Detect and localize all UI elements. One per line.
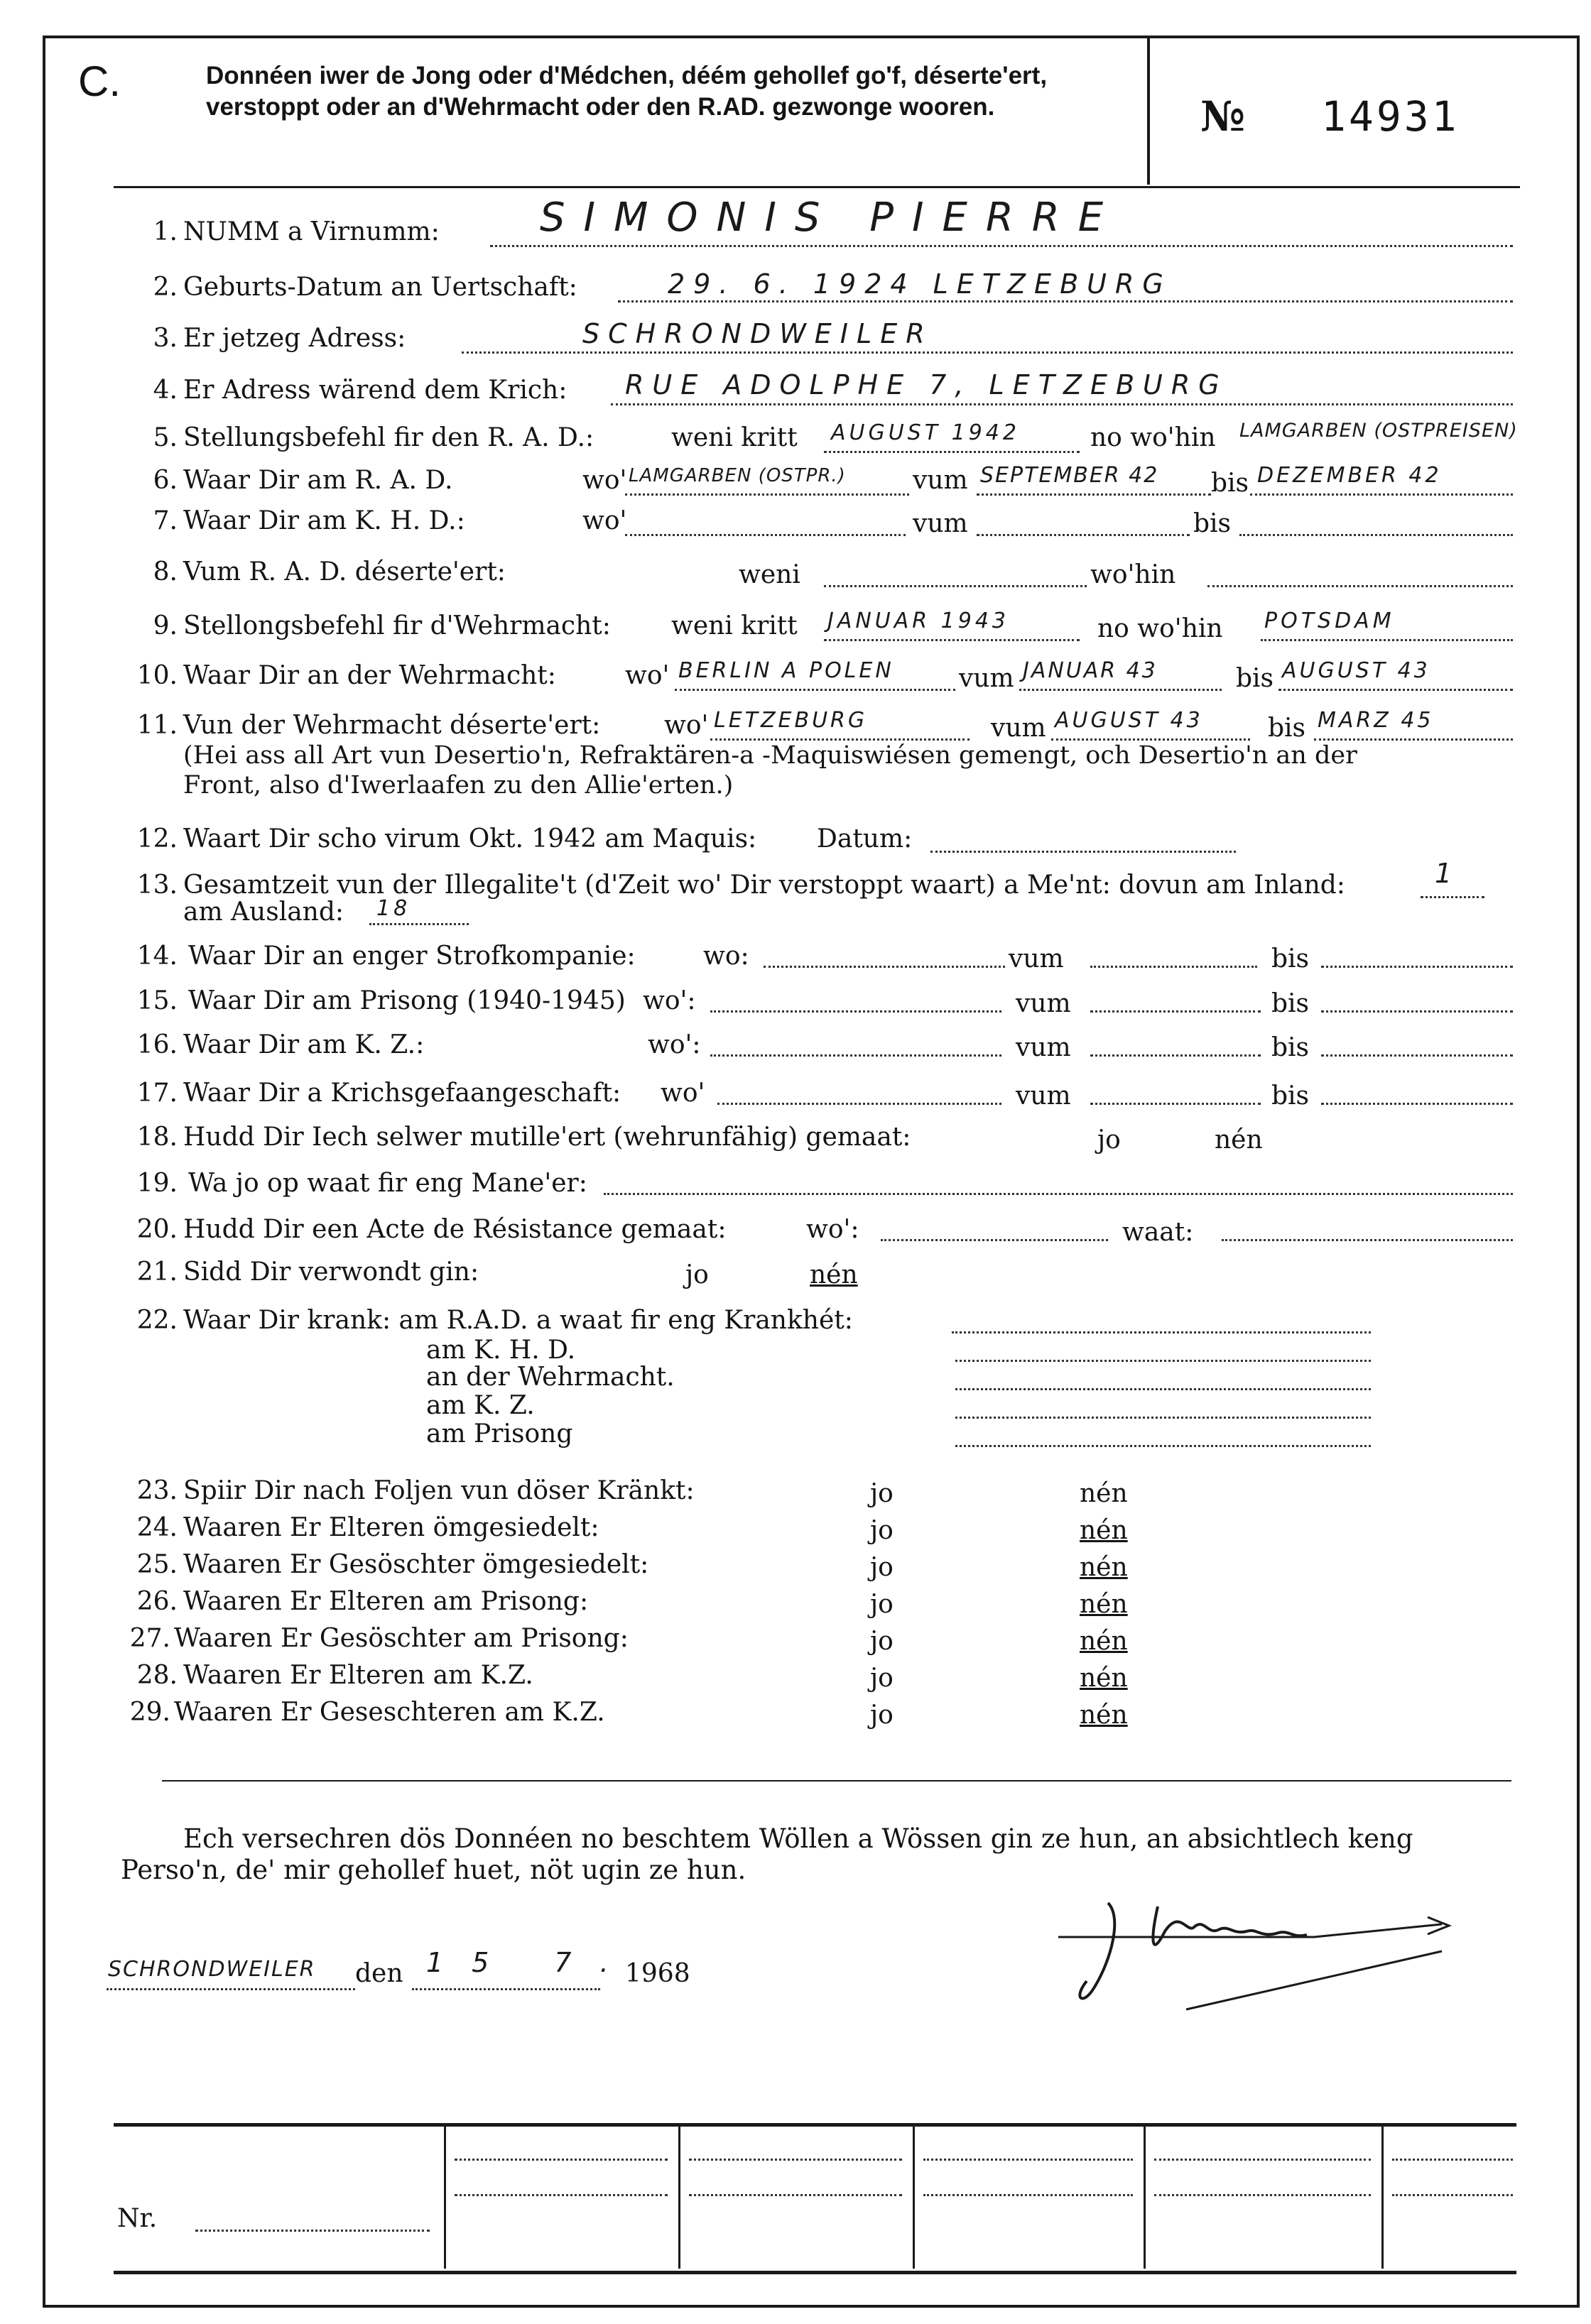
q15-vum-label: vum	[1016, 989, 1071, 1018]
bottom-cell-field[interactable]	[1392, 2194, 1513, 2196]
q27-label: Waaren Er Gesöschter am Prisong:	[174, 1624, 629, 1653]
q7-vum-field[interactable]	[977, 534, 1190, 536]
q5-nowohin-label: no wo'hin	[1090, 423, 1216, 452]
q5-label: Stellungsbefehl fir den R. A. D.:	[183, 423, 594, 452]
q17-wo-label: wo'	[661, 1079, 705, 1108]
q8-label: Vum R. A. D. déserte'ert:	[183, 557, 506, 587]
q23-jo[interactable]: jo	[870, 1479, 894, 1508]
place-value: SCHRONDWEILER	[108, 1957, 316, 1982]
q10-wo-label: wo'	[625, 661, 670, 690]
q4-field[interactable]	[611, 403, 1513, 405]
section-title: Donnéen iwer de Jong oder d'Médchen, déém gehollef go'f, déserte'ert, verstoppt oder an d'Wehrmacht oder den R.AD. gezwonge wooren.	[206, 62, 1048, 121]
item-number: 4.	[153, 376, 178, 405]
q28-label: Waaren Er Elteren am K.Z.	[183, 1661, 533, 1690]
q29-jo[interactable]: jo	[870, 1701, 894, 1730]
q14-bis-label: bis	[1271, 944, 1310, 973]
item-number: 29.	[129, 1698, 170, 1727]
q11-bis-label: bis	[1268, 714, 1306, 743]
bottom-col-divider	[444, 2123, 446, 2269]
q13-inland-value: 1	[1435, 858, 1461, 889]
q29-nen[interactable]: nén	[1080, 1701, 1128, 1730]
q11-label: Vun der Wehrmacht déserte'ert:	[183, 711, 601, 740]
q14-label: Waar Dir an enger Strofkompanie:	[188, 942, 636, 971]
item-number: 19.	[136, 1169, 178, 1198]
q11-note-line1: (Hei ass all Art vun Desertio'n, Refraktären-a -Maquiswiésen gemengt, och Desertio'n an der	[183, 741, 1357, 770]
q22-sub-wehrmacht: an der Wehrmacht.	[426, 1363, 675, 1392]
q11-note-line2: Front, also d'Iwerlaafen zu den Allie'erten.)	[183, 771, 734, 800]
q6-bis-field[interactable]	[1250, 493, 1513, 496]
q17-label: Waar Dir a Krichsgefaangeschaft:	[183, 1079, 621, 1108]
bottom-box-top	[114, 2123, 1516, 2127]
q15-label: Waar Dir am Prisong (1940-1945)	[188, 986, 626, 1015]
item-number: 14.	[136, 942, 178, 971]
q14-vum-field[interactable]	[1090, 966, 1257, 968]
q21-label: Sidd Dir verwondt gin:	[183, 1258, 479, 1287]
q17-vum-field[interactable]	[1090, 1103, 1261, 1105]
section-letter: C.	[78, 58, 121, 105]
nr-field[interactable]	[195, 2230, 430, 2232]
q29-label: Waaren Er Geseschteren am K.Z.	[174, 1698, 605, 1727]
q20-waat-label: waat:	[1122, 1218, 1194, 1247]
q7-vum-label: vum	[913, 509, 968, 538]
declaration-line2: Perso'n, de' mir gehollef huet, nöt ugin ze hun.	[121, 1855, 746, 1885]
q9-weni-value: JANUAR 1943	[827, 609, 1010, 633]
q25-label: Waaren Er Gesöschter ömgesiedelt:	[183, 1550, 649, 1579]
q17-wo-field[interactable]	[717, 1103, 1001, 1105]
q22-sub-khd: am K. H. D.	[426, 1336, 576, 1365]
item-number: 28.	[136, 1661, 178, 1690]
q16-label: Waar Dir am K. Z.:	[183, 1030, 425, 1059]
bottom-box-bottom	[114, 2271, 1516, 2274]
bottom-col-divider	[913, 2123, 915, 2269]
item-number: 22.	[136, 1306, 178, 1335]
item-number: 9.	[153, 611, 178, 640]
q14-wo-label: wo:	[703, 942, 749, 971]
item-number: 3.	[153, 324, 178, 353]
q9-weni-label: weni kritt	[671, 611, 798, 640]
q18-nen[interactable]: nén	[1215, 1125, 1263, 1155]
q17-bis-label: bis	[1271, 1081, 1310, 1111]
q11-wo-value: LETZEBURG	[714, 708, 868, 733]
q15-wo-label: wo':	[643, 986, 696, 1015]
q8-wohin-field[interactable]	[1207, 585, 1513, 587]
q10-wo-field[interactable]	[675, 689, 955, 691]
q22-wehrmacht-field[interactable]	[955, 1388, 1371, 1390]
q6-vum-label: vum	[913, 466, 968, 495]
q26-nen[interactable]: nén	[1080, 1590, 1128, 1619]
item-number: 26.	[136, 1587, 178, 1616]
bottom-cell-field[interactable]	[923, 2194, 1133, 2196]
q16-wo-field[interactable]	[710, 1054, 1001, 1057]
q23-label: Spiir Dir nach Foljen vun döser Kränkt:	[183, 1476, 695, 1505]
declaration-rule	[162, 1780, 1511, 1782]
q10-bis-field[interactable]	[1278, 689, 1513, 691]
q10-vum-label: vum	[959, 664, 1014, 693]
nr-label: Nr.	[117, 2204, 158, 2233]
q15-bis-label: bis	[1271, 989, 1310, 1018]
q2-label: Geburts-Datum an Uertschaft:	[183, 273, 577, 302]
q16-bis-label: bis	[1271, 1033, 1310, 1062]
q3-field[interactable]	[462, 351, 1513, 354]
q5-weni-value: AUGUST 1942	[831, 420, 1020, 445]
bottom-cell-field[interactable]	[689, 2159, 902, 2161]
q6-vum-field[interactable]	[977, 493, 1211, 496]
item-number: 6.	[153, 466, 178, 495]
bottom-cell-field[interactable]	[689, 2194, 902, 2196]
q13-ausland-value: 18	[376, 896, 411, 921]
q12-datum-field[interactable]	[930, 851, 1236, 853]
item-number: 7.	[153, 506, 178, 535]
bottom-cell-field[interactable]	[455, 2159, 668, 2161]
q22-prisong-field[interactable]	[955, 1445, 1371, 1447]
q14-vum-label: vum	[1009, 944, 1064, 973]
q19-field[interactable]	[604, 1193, 1513, 1195]
q16-vum-label: vum	[1016, 1033, 1071, 1062]
declaration-line1: Ech versechren dös Donnéen no beschtem Wöllen a Wössen gin ze hun, an absichtlech keng	[183, 1823, 1413, 1854]
q14-wo-field[interactable]	[764, 966, 1005, 968]
q16-vum-field[interactable]	[1090, 1054, 1261, 1057]
q10-bis-value: AUGUST 43	[1282, 658, 1430, 683]
q10-vum-value: JANUAR 43	[1023, 658, 1158, 683]
q7-label: Waar Dir am K. H. D.:	[183, 506, 465, 535]
q8-wohin-label: wo'hin	[1090, 560, 1176, 589]
q13-label: Gesamtzeit vun der Illegalite't (d'Zeit wo' Dir verstoppt waart) a Me'nt: dovun am Inland:	[183, 871, 1345, 900]
q15-vum-field[interactable]	[1090, 1010, 1261, 1013]
q16-bis-field[interactable]	[1321, 1054, 1513, 1057]
q17-bis-field[interactable]	[1321, 1103, 1513, 1105]
q26-jo[interactable]: jo	[870, 1590, 894, 1619]
q10-label: Waar Dir an der Wehrmacht:	[183, 661, 556, 690]
q26-label: Waaren Er Elteren am Prisong:	[183, 1587, 589, 1616]
q8-weni-field[interactable]	[824, 585, 1087, 587]
den-label: den	[355, 1959, 403, 1988]
q5-weni-label: weni kritt	[671, 423, 798, 452]
bottom-cell-field[interactable]	[1154, 2159, 1371, 2161]
q1-label: NUMM a Virnumm:	[183, 217, 440, 246]
q20-wo-label: wo':	[806, 1215, 859, 1244]
q7-bis-field[interactable]	[1239, 534, 1513, 536]
q11-vum-label: vum	[991, 714, 1046, 743]
q22-sub-kz: am K. Z.	[426, 1391, 535, 1420]
bottom-col-divider	[1381, 2123, 1384, 2269]
q2-value: 29. 6. 1924 LETZEBURG	[668, 268, 1172, 300]
item-number: 15.	[136, 986, 178, 1015]
q10-bis-label: bis	[1236, 664, 1274, 693]
q12-label: Waart Dir scho virum Okt. 1942 am Maquis:	[183, 824, 757, 853]
q4-value: RUE ADOLPHE 7, LETZEBURG	[625, 369, 1228, 400]
q9-weni-field[interactable]	[824, 639, 1080, 641]
q4-label: Er Adress wärend dem Krich:	[183, 376, 568, 405]
q7-bis-label: bis	[1193, 509, 1232, 538]
q22-label: Waar Dir krank: am R.A.D. a waat fir eng Krankhét:	[183, 1306, 853, 1335]
q9-nowohin-field[interactable]	[1261, 639, 1513, 641]
q1-field[interactable]	[490, 245, 1513, 247]
item-number: 2.	[153, 273, 178, 302]
q6-wo-value: LAMGARBEN (OSTPR.)	[629, 465, 846, 486]
q6-vum-value: SEPTEMBER 42	[980, 463, 1159, 488]
q28-nen[interactable]: nén	[1080, 1664, 1128, 1693]
bottom-cell-field[interactable]	[923, 2159, 1133, 2161]
item-number: 18.	[136, 1123, 178, 1152]
q3-value: SCHRONDWEILER	[582, 318, 933, 349]
q20-waat-field[interactable]	[1222, 1239, 1513, 1241]
q5-weni-field[interactable]	[824, 451, 1080, 453]
q27-jo[interactable]: jo	[870, 1627, 894, 1656]
item-number: 10.	[136, 661, 178, 690]
place-field[interactable]	[107, 1988, 355, 1990]
q22-khd-field[interactable]	[955, 1360, 1371, 1362]
q11-vum-value: AUGUST 43	[1055, 708, 1203, 733]
q7-wo-label: wo'	[582, 506, 627, 535]
q10-wo-value: BERLIN A POLEN	[678, 658, 894, 683]
header-rule	[114, 186, 1520, 188]
q2-field[interactable]	[618, 300, 1513, 302]
q19-label: Wa jo op waat fir eng Mane'er:	[188, 1169, 587, 1198]
q8-weni-label: weni	[739, 560, 800, 589]
q15-wo-field[interactable]	[710, 1010, 1001, 1013]
q9-nowohin-label: no wo'hin	[1097, 614, 1223, 643]
item-number: 11.	[136, 711, 178, 740]
q23-nen[interactable]: nén	[1080, 1479, 1128, 1508]
item-number: 8.	[153, 557, 178, 587]
bottom-cell-field[interactable]	[1154, 2194, 1371, 2196]
q13-inland-field[interactable]	[1421, 896, 1484, 898]
q15-bis-field[interactable]	[1321, 1010, 1513, 1013]
form-number: 14931	[1321, 92, 1460, 141]
q13-ausland-label: am Ausland:	[183, 898, 344, 927]
item-number: 17.	[136, 1079, 178, 1108]
q22-sub-prisong: am Prisong	[426, 1419, 573, 1449]
item-number: 21.	[136, 1258, 178, 1287]
q6-label: Waar Dir am R. A. D.	[183, 466, 453, 495]
q18-label: Hudd Dir Iech selwer mutille'ert (wehrunfähig) gemaat:	[183, 1123, 911, 1152]
q6-wo-label: wo'	[582, 466, 627, 495]
q24-label: Waaren Er Elteren ömgesiedelt:	[183, 1513, 599, 1542]
bottom-cell-field[interactable]	[1392, 2159, 1513, 2161]
q18-jo[interactable]: jo	[1097, 1125, 1121, 1155]
q22-rad-field[interactable]	[952, 1331, 1371, 1333]
item-number: 1.	[153, 217, 178, 246]
item-number: 13.	[136, 871, 178, 900]
q28-jo[interactable]: jo	[870, 1664, 894, 1693]
q6-bis-label: bis	[1211, 469, 1249, 498]
bottom-cell-field[interactable]	[455, 2194, 668, 2196]
item-number: 16.	[136, 1030, 178, 1059]
item-number: 27.	[129, 1624, 170, 1653]
q24-jo[interactable]: jo	[870, 1516, 894, 1545]
date-field[interactable]	[412, 1988, 600, 1990]
item-number: 5.	[153, 423, 178, 452]
bottom-col-divider	[1144, 2123, 1146, 2269]
q25-nen[interactable]: nén	[1080, 1553, 1128, 1582]
q12-datum-label: Datum:	[817, 824, 913, 853]
q25-jo[interactable]: jo	[870, 1553, 894, 1582]
q11-wo-label: wo'	[664, 711, 709, 740]
q14-bis-field[interactable]	[1321, 966, 1513, 968]
q1-value: SIMONIS PIERRE	[540, 195, 1122, 241]
q27-nen[interactable]: nén	[1080, 1627, 1128, 1656]
q20-label: Hudd Dir een Acte de Résistance gemaat:	[183, 1215, 727, 1244]
q5-nowohin-value: LAMGARBEN (OSTPREISEN)	[1239, 420, 1518, 442]
q10-vum-field[interactable]	[1019, 689, 1222, 691]
date-value: 15 7.	[426, 1947, 637, 1978]
q16-wo-label: wo':	[648, 1030, 701, 1059]
header-divider	[1147, 36, 1150, 185]
q20-wo-field[interactable]	[881, 1239, 1108, 1241]
item-number: 12.	[136, 824, 178, 853]
item-number: 20.	[136, 1215, 178, 1244]
q11-bis-value: MARZ 45	[1318, 708, 1434, 733]
q3-label: Er jetzeg Adress:	[183, 324, 406, 353]
q17-vum-label: vum	[1016, 1081, 1071, 1111]
item-number: 23.	[136, 1476, 178, 1505]
item-number: 24.	[136, 1513, 178, 1542]
q9-label: Stellongsbefehl fir d'Wehrmacht:	[183, 611, 611, 640]
q22-kz-field[interactable]	[955, 1417, 1371, 1419]
number-symbol: №	[1200, 92, 1246, 141]
signature-scribble-icon	[1044, 1875, 1484, 2017]
q21-jo[interactable]: jo	[685, 1260, 709, 1289]
q6-bis-value: DEZEMBER 42	[1257, 463, 1442, 488]
year-label: 1968	[625, 1959, 690, 1988]
bottom-col-divider	[678, 2123, 680, 2269]
q6-wo-field[interactable]	[625, 493, 909, 496]
item-number: 25.	[136, 1550, 178, 1579]
signature	[1044, 1875, 1484, 2017]
q21-nen[interactable]: nén	[810, 1260, 858, 1289]
q24-nen[interactable]: nén	[1080, 1516, 1128, 1545]
q9-nowohin-value: POTSDAM	[1264, 609, 1395, 633]
q7-wo-field[interactable]	[625, 534, 906, 536]
